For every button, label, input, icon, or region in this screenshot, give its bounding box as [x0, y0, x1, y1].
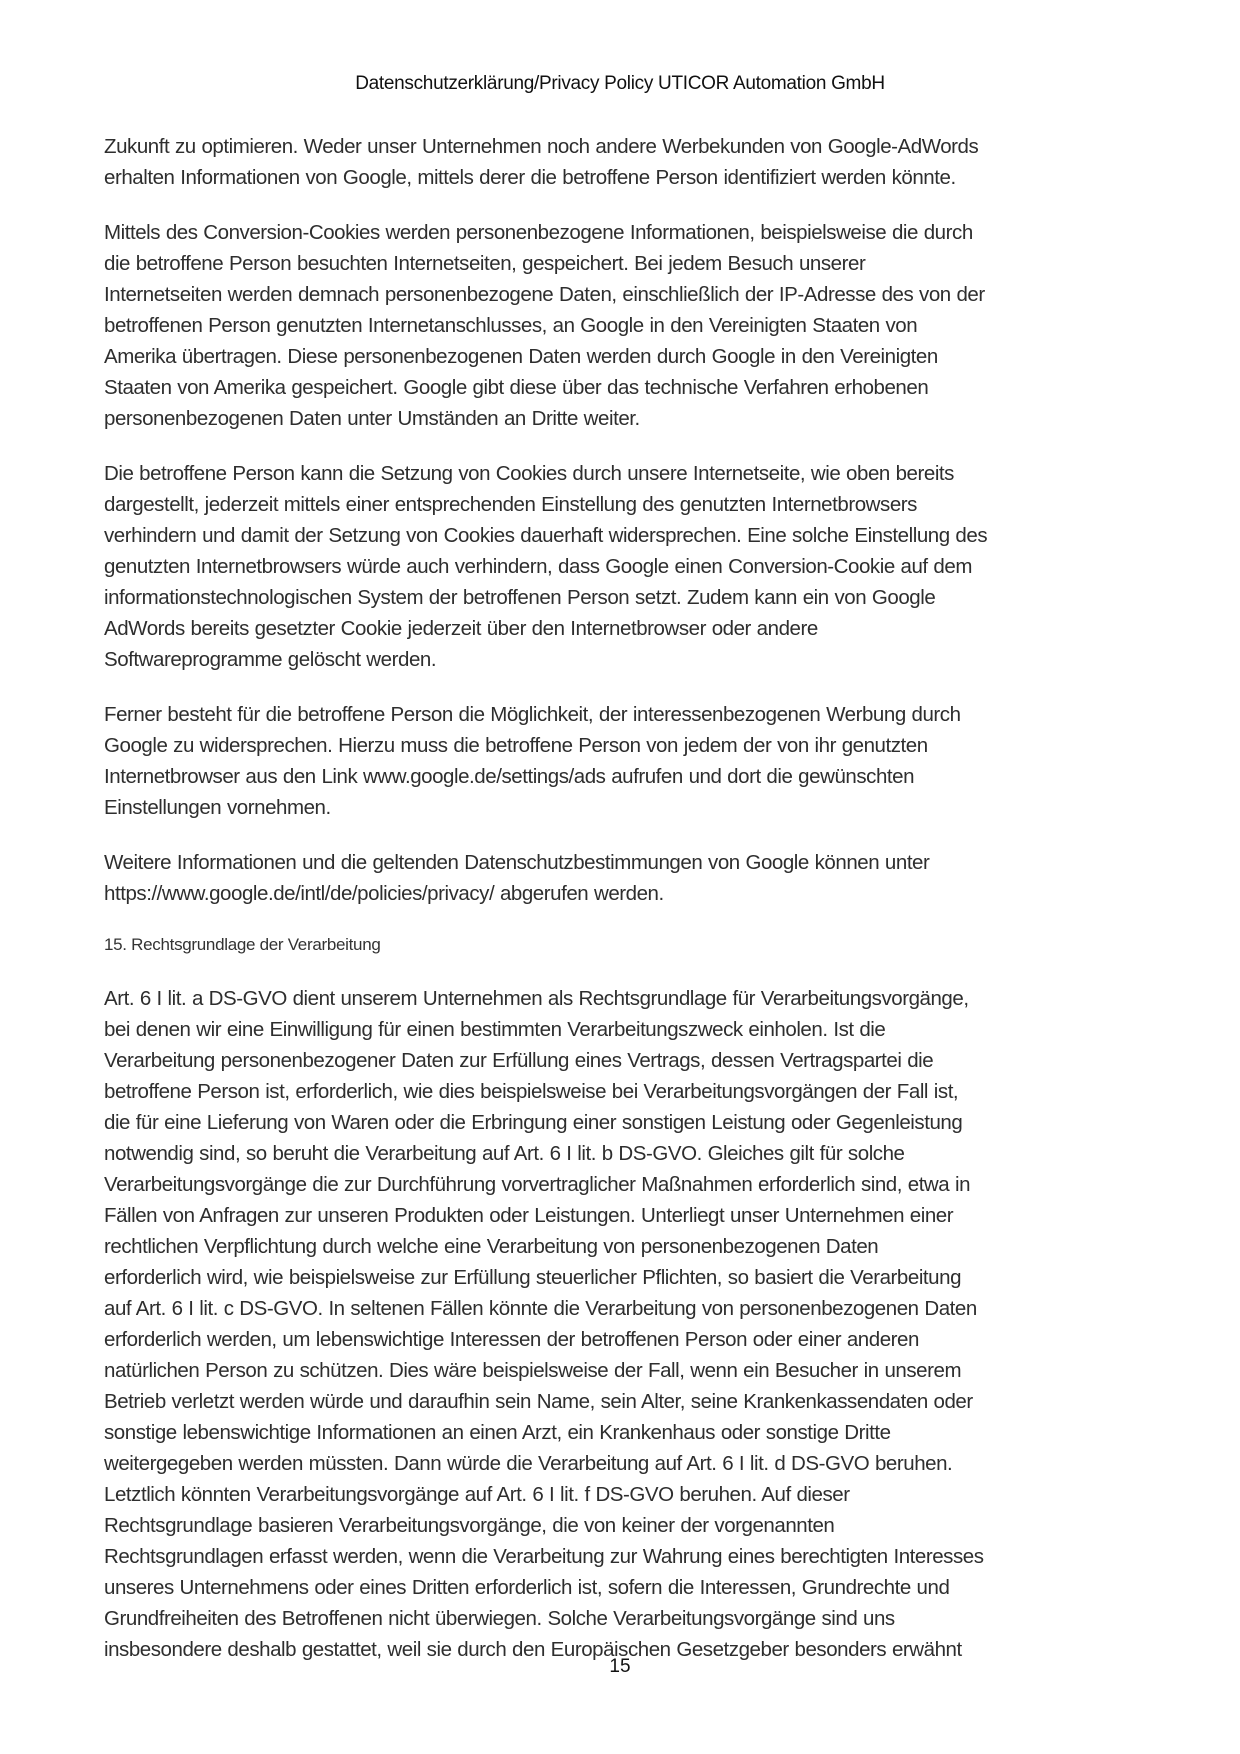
text-line: unseres Unternehmens oder eines Dritten erforderlich ist, sofern die Interessen, Grundrechte und	[104, 1576, 950, 1599]
text-line: Zukunft zu optimieren. Weder unser Unternehmen noch andere Werbekunden von Google-AdWords	[104, 135, 979, 158]
text-line: Rechtsgrundlagen erfasst werden, wenn die Verarbeitung zur Wahrung eines berechtigten Interesses	[104, 1545, 984, 1568]
text-line: die betroffene Person besuchten Internetseiten, gespeichert. Bei jedem Besuch unserer	[104, 252, 866, 275]
text-line: notwendig sind, so beruht die Verarbeitung auf Art. 6 I lit. b DS-GVO. Gleiches gilt für solche	[104, 1142, 905, 1165]
text-line: Rechtsgrundlage basieren Verarbeitungsvorgänge, die von keiner der vorgenannten	[104, 1514, 835, 1537]
text-line: Softwareprogramme gelöscht werden.	[104, 648, 437, 671]
text-line: betroffene Person ist, erforderlich, wie dies beispielsweise bei Verarbeitungsvorgängen der Fall ist,	[104, 1080, 959, 1103]
text-line: Die betroffene Person kann die Setzung von Cookies durch unsere Internetseite, wie oben bereits	[104, 462, 954, 485]
text-line: weitergegeben werden müssten. Dann würde die Verarbeitung auf Art. 6 I lit. d DS-GVO beruhen.	[104, 1452, 953, 1475]
text-line: Einstellungen vornehmen.	[104, 796, 331, 819]
section-heading: 15. Rechtsgrundlage der Verarbeitung	[104, 935, 381, 954]
document-body	[104, 131, 1144, 1689]
paragraph-adwords-info	[104, 131, 1144, 193]
text-line: natürlichen Person zu schützen. Dies wäre beispielsweise der Fall, wenn ein Besucher in unserem	[104, 1359, 962, 1382]
paragraph-conversion-cookie	[104, 217, 1144, 434]
text-line: Ferner besteht für die betroffene Person die Möglichkeit, der interessenbezogenen Werbung durch	[104, 703, 961, 726]
text-line: Internetbrowser aus den Link www.google.de/settings/ads aufrufen und dort die gewünschten	[104, 765, 915, 788]
text-line: informationstechnologischen System der betroffenen Person setzt. Zudem kann ein von Google	[104, 586, 936, 609]
text-line: Google zu widersprechen. Hierzu muss die betroffene Person von jedem der von ihr genutzten	[104, 734, 928, 757]
text-line: genutzten Internetbrowsers würde auch verhindern, dass Google einen Conversion-Cookie auf dem	[104, 555, 972, 578]
text-line: erforderlich wird, wie beispielsweise zur Erfüllung steuerlicher Pflichten, so basiert die Verarbeitung	[104, 1266, 962, 1289]
text-line: https://www.google.de/intl/de/policies/privacy/ abgerufen werden.	[104, 882, 664, 905]
text-line: Weitere Informationen und die geltenden Datenschutzbestimmungen von Google können unter	[104, 851, 930, 874]
text-line: Letztlich könnten Verarbeitungsvorgänge auf Art. 6 I lit. f DS-GVO beruhen. Auf dieser	[104, 1483, 850, 1506]
text-line: insbesondere deshalb gestattet, weil sie durch den Europäischen Gesetzgeber besonders erwähnt	[104, 1638, 962, 1661]
text-line: bei denen wir eine Einwilligung für einen bestimmten Verarbeitungszweck einholen. Ist die	[104, 1018, 886, 1041]
running-header: Datenschutzerklärung/Privacy Policy UTICOR Automation GmbH	[355, 73, 885, 94]
text-line: rechtlichen Verpflichtung durch welche eine Verarbeitung von personenbezogenen Daten	[104, 1235, 879, 1258]
paragraph-cookie-objection	[104, 458, 1144, 675]
text-line: dargestellt, jederzeit mittels einer entsprechenden Einstellung des genutzten Internetbrowsers	[104, 493, 917, 516]
text-line: sonstige lebenswichtige Informationen an einen Arzt, ein Krankenhaus oder sonstige Dritte	[104, 1421, 891, 1444]
text-line: die für eine Lieferung von Waren oder die Erbringung einer sonstigen Leistung oder Gegenleistung	[104, 1111, 963, 1134]
paragraph-ads-settings	[104, 699, 1144, 823]
text-line: Verarbeitung personenbezogener Daten zur Erfüllung eines Vertrags, dessen Vertragspartei die	[104, 1049, 934, 1072]
text-line: verhindern und damit der Setzung von Cookies dauerhaft widersprechen. Eine solche Einstellung des	[104, 524, 988, 547]
text-line: Staaten von Amerika gespeichert. Google gibt diese über das technische Verfahren erhobenen	[104, 376, 929, 399]
text-line: AdWords bereits gesetzter Cookie jederzeit über den Internetbrowser oder andere	[104, 617, 818, 640]
paragraph-google-privacy	[104, 847, 1144, 909]
text-line: auf Art. 6 I lit. c DS-GVO. In seltenen Fällen könnte die Verarbeitung von personenbezogenen Daten	[104, 1297, 977, 1320]
text-line: Internetseiten werden demnach personenbezogene Daten, einschließlich der IP-Adresse des von der	[104, 283, 985, 306]
paragraph-legal-basis	[104, 983, 1144, 1665]
text-line: Art. 6 I lit. a DS-GVO dient unserem Unternehmen als Rechtsgrundlage für Verarbeitungsvorgänge,	[104, 987, 969, 1010]
text-line: erforderlich werden, um lebenswichtige Interessen der betroffenen Person oder einer anderen	[104, 1328, 919, 1351]
text-line: Betrieb verletzt werden würde und daraufhin sein Name, sein Alter, seine Krankenkassendaten oder	[104, 1390, 973, 1413]
text-line: personenbezogenen Daten unter Umständen an Dritte weiter.	[104, 407, 640, 430]
text-line: Verarbeitungsvorgänge die zur Durchführung vorvertraglicher Maßnahmen erforderlich sind, etwa in	[104, 1173, 971, 1196]
text-line: Grundfreiheiten des Betroffenen nicht überwiegen. Solche Verarbeitungsvorgänge sind uns	[104, 1607, 895, 1630]
text-line: Fällen von Anfragen zur unseren Produkten oder Leistungen. Unterliegt unser Unternehmen einer	[104, 1204, 954, 1227]
text-line: betroffenen Person genutzten Internetanschlusses, an Google in den Vereinigten Staaten von	[104, 314, 918, 337]
text-line: Mittels des Conversion-Cookies werden personenbezogene Informationen, beispielsweise die durch	[104, 221, 973, 244]
page-number: 15	[609, 1656, 631, 1677]
text-line: Amerika übertragen. Diese personenbezogenen Daten werden durch Google in den Vereinigten	[104, 345, 938, 368]
text-line: erhalten Informationen von Google, mittels derer die betroffene Person identifiziert werden könnte.	[104, 166, 956, 189]
